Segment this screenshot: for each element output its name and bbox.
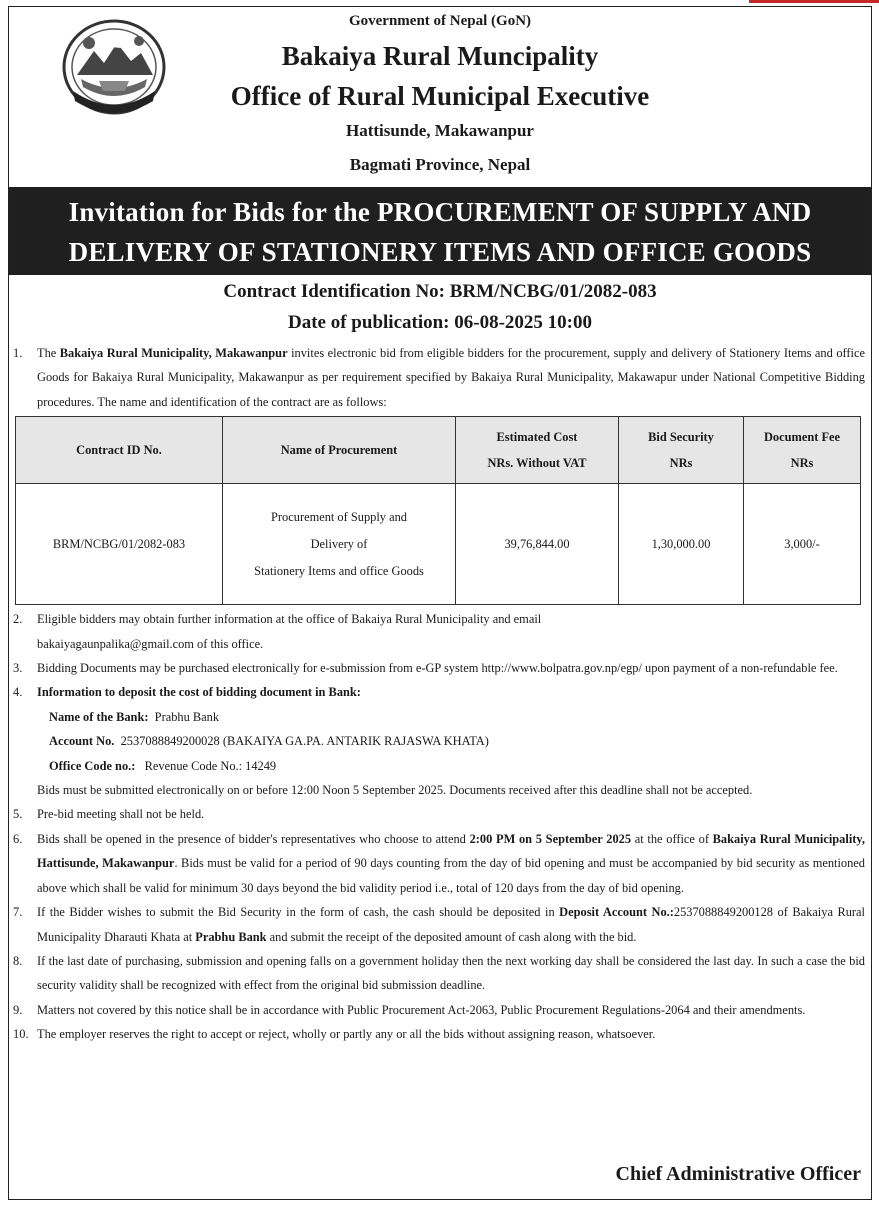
col-estimated-cost: Estimated Cost NRs. Without VAT	[456, 417, 619, 484]
col-procurement-name: Name of Procurement	[223, 417, 456, 484]
clause-number: 6.	[13, 831, 23, 846]
cell-bid-security: 1,30,000.00	[619, 484, 744, 605]
clause-text: The employer reserves the right to accept or reject, wholly or partly any or all the bids without assigning reason, whatsoever.	[37, 1027, 656, 1042]
account-number-value: 2537088849200028 (BAKAIYA GA.PA. ANTARIK RAJASWA KHATA)	[120, 734, 489, 749]
contract-table	[15, 416, 861, 605]
corner-accent	[749, 0, 879, 3]
submission-deadline	[13, 778, 865, 802]
clause-bold-text: Prabhu Bank	[195, 929, 267, 944]
clause-bold-text: 2:00 PM on 5 September 2025	[469, 831, 632, 846]
notice-page	[8, 6, 872, 1200]
clause-4	[13, 680, 865, 704]
table-header-row	[16, 417, 861, 484]
clause-title: Information to deposit the cost of bidding document in Bank:	[37, 685, 361, 700]
office-code-label: Office Code no.:	[49, 758, 136, 773]
clause-number: 3.	[13, 661, 23, 676]
municipality-title: Bakaiya Rural Muncipality	[281, 41, 599, 71]
office-code-value: Revenue Code No.: 14249	[144, 758, 277, 773]
address-line-1: Hattisunde, Makawanpur	[346, 121, 534, 140]
notice-header	[9, 7, 871, 187]
government-title: Government of Nepal (GoN)	[348, 13, 532, 29]
clause-number: 5.	[13, 807, 23, 822]
clause-email: bakaiyagaunpalika@gmail.com of this office.	[37, 636, 264, 651]
clause-5	[13, 802, 865, 826]
clause-text: at the office of	[631, 831, 713, 846]
clause-text: Pre-bid meeting shall not be held.	[37, 807, 205, 822]
clause-bold-text: Bakaiya Rural Municipality, Hattisunde, Makawanpur	[37, 831, 865, 871]
cell-procurement-name: Procurement of Supply and Delivery of Stationery Items and office Goods	[223, 484, 456, 605]
clause-number: 7.	[13, 905, 23, 920]
clause-3	[13, 656, 865, 680]
signatory-title: Chief Administrative Officer	[615, 1163, 861, 1185]
clause-9	[13, 998, 865, 1022]
clause-6	[13, 827, 865, 900]
clause-text: Matters not covered by this notice shall be in accordance with Public Procurement Act-2063, Public Procurement Regulations-2064 and their amendments.	[37, 1002, 806, 1017]
account-number-label: Account No.	[49, 734, 115, 749]
contract-identification: Contract Identification No: BRM/NCBG/01/2082-083	[223, 281, 657, 302]
office-title: Office of Rural Municipal Executive	[230, 81, 650, 111]
clause-number: 10.	[13, 1027, 29, 1042]
cell-document-fee: 3,000/-	[744, 484, 861, 605]
account-number-row	[13, 729, 865, 753]
clause-number: 4.	[13, 685, 23, 700]
clause-text: . Bids must be valid for a period of 90 days counting from the day of bid opening and must be accompanied by bid security as mentioned above which shall be valid for minimum 30 days beyond the bid validity period i.e., total of 120 days from the day of bid opening.	[37, 856, 865, 895]
bank-name-value: Prabhu Bank	[154, 709, 220, 724]
cell-estimated-cost: 39,76,844.00	[456, 484, 619, 605]
clause-number: 1.	[13, 346, 23, 360]
clause-10	[13, 1022, 865, 1046]
bank-name-row	[13, 705, 865, 729]
publication-date: Date of publication: 06-08-2025 10:00	[288, 312, 592, 333]
clause-text: If the last date of purchasing, submission and opening falls on a government holiday then the next working day shall be considered the last day. In such a case the bid security validity shall be recognized with effect from the original bid submission deadline.	[37, 953, 865, 993]
clause-text: Bids shall be opened in the presence of bidder's representatives who choose to attend	[37, 831, 470, 846]
clause-text: 2537088849200128 of Bakaiya Rural Municipality Dharauti Khata at	[37, 905, 865, 944]
clause-text: invites electronic bid from eligible bidders for the procurement, supply and delivery of Stationery Items and office Goods for Bakaiya Rural Municipality, Makawanpur as per requirement specified by Bakaiya Rural Municipality, Makawapur under National Competitive Bidding procedures. The name and identification of the contract are as follows:	[37, 346, 865, 409]
col-bid-security: Bid Security NRs	[619, 417, 744, 484]
clause-2	[13, 607, 865, 656]
col-contract-id: Contract ID No.	[16, 417, 223, 484]
notice-banner	[9, 187, 871, 275]
table-row	[16, 484, 861, 605]
clause-text: Bids must be submitted electronically on or before 12:00 Noon 5 September 2025. Documents received after this deadline shall not be accepted.	[37, 783, 753, 798]
bank-name-label: Name of the Bank:	[49, 709, 149, 724]
clause-number: 8.	[13, 953, 23, 968]
notice-body	[13, 341, 865, 1047]
clause-text: Eligible bidders may obtain further information at the office of Bakaiya Rural Municipality and email	[37, 612, 542, 627]
banner-line-2: DELIVERY OF STATIONERY ITEMS AND OFFICE GOODS	[68, 237, 812, 267]
clause-bold-text: Bakaiya Rural Municipality, Makawanpur	[59, 346, 288, 360]
address-line-2: Bagmati Province, Nepal	[349, 155, 531, 174]
cell-contract-id: BRM/NCBG/01/2082-083	[16, 484, 223, 605]
clause-text: Bidding Documents may be purchased electronically for e-submission from e-GP system http://www.bolpatra.gov.np/egp/ upon payment of a non-refundable fee.	[37, 661, 838, 676]
clause-text: The	[37, 346, 60, 360]
clause-7	[13, 900, 865, 949]
clause-text: If the Bidder wishes to submit the Bid Security in the form of cash, the cash should be deposited in	[37, 905, 560, 920]
col-document-fee: Document Fee NRs	[744, 417, 861, 484]
clause-number: 2.	[13, 612, 23, 627]
clause-bold-text: Deposit Account No.:	[559, 905, 674, 920]
clause-8	[13, 949, 865, 998]
banner-line-1: Invitation for Bids for the PROCUREMENT OF SUPPLY AND	[68, 197, 812, 227]
office-code-row	[13, 754, 865, 778]
clause-number: 9.	[13, 1002, 23, 1017]
clause-1	[13, 341, 865, 414]
clause-text: and submit the receipt of the deposited amount of cash along with the bid.	[266, 929, 637, 944]
